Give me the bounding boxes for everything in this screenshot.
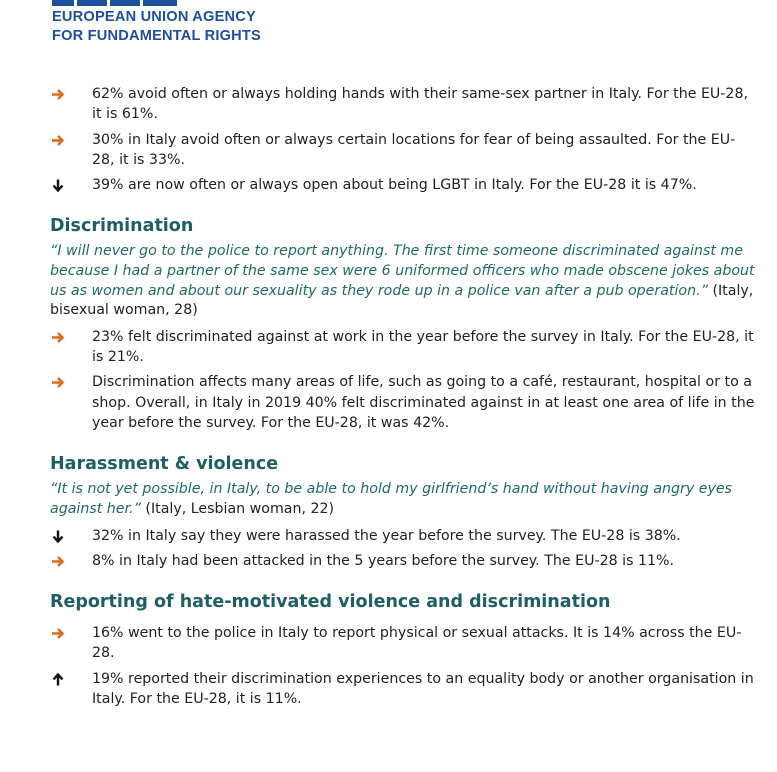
list-item: [50, 623, 755, 664]
quote-attribution: (Italy, Lesbian woman, 22): [140, 500, 335, 517]
bullet-text: Discrimination affects many areas of life, such as going to a café, restaurant, hospital or to a shop. Overall, in Italy in 2019 40% felt discriminated against in at least one area of life in the year before the survey. For the EU-28, it was 42%.: [92, 374, 755, 432]
quote-text: “It is not yet possible, in Italy, to be able to hold my girlfriend’s hand without having angry eyes against her.”: [50, 481, 732, 517]
section-heading-reporting: Reporting of hate-motivated violence and discrimination: [50, 592, 611, 613]
bullet-text: 62% avoid often or always holding hands with their same-sex partner in Italy. For the EU-28, it is 61%.: [92, 86, 748, 123]
quote-text: “I will never go to the police to report anything. The first time someone discriminated against me because I had a partner of the same sex were 6 uniformed officers who made obscene jokes about us as women and about our sexuality as they rode up in a police van after a pub operation.”: [50, 243, 755, 299]
arrow-right-icon: [51, 134, 65, 147]
logo-mark: [52, 0, 312, 6]
list-item: [50, 327, 755, 368]
list-item: [50, 669, 755, 710]
bullet-text: 39% are now often or always open about being LGBT in Italy. For the EU-28 it is 47%.: [92, 177, 697, 194]
quote: [50, 480, 755, 519]
arrow-right-icon: [51, 555, 65, 568]
arrow-right-icon: [51, 331, 65, 344]
bullet-text: 16% went to the police in Italy to report physical or sexual attacks. It is 14% across the EU-28.: [92, 625, 742, 662]
fra-logo: [52, 0, 312, 46]
bullet-text: 32% in Italy say they were harassed the year before the survey. The EU-28 is 38%.: [92, 527, 681, 544]
bullet-text: 8% in Italy had been attacked in the 5 years before the survey. The EU-28 is 11%.: [92, 552, 675, 569]
list-item: [50, 84, 755, 125]
logo-line-1: EUROPEAN UNION AGENCY: [52, 9, 256, 25]
arrow-down-icon: [51, 530, 65, 543]
list-item: [50, 526, 755, 546]
quote-attribution: (Italy, bisexual woman, 28): [50, 282, 754, 319]
section-heading-discrimination: Discrimination: [50, 216, 194, 237]
bullet-text: 23% felt discriminated against at work in the year before the survey in Italy. For the EU-28, it is 21%.: [92, 328, 754, 366]
arrow-right-icon: [51, 627, 65, 640]
list-item: [50, 130, 755, 171]
bullet-text: 19% reported their discrimination experiences to an equality body or another organisation in Italy. For the EU-28, it is 11%.: [92, 670, 754, 708]
document-body: [50, 84, 755, 714]
logo-line-2: FOR FUNDAMENTAL RIGHTS: [52, 28, 261, 44]
arrow-right-icon: [51, 88, 65, 101]
list-item: [50, 551, 755, 571]
quote: [50, 242, 755, 320]
section-heading-harassment: Harassment & violence: [50, 454, 279, 475]
list-item: [50, 372, 755, 433]
arrow-up-icon: [51, 673, 65, 686]
list-item: [50, 175, 755, 195]
arrow-right-icon: [51, 376, 65, 389]
arrow-down-icon: [51, 179, 65, 192]
bullet-text: 30% in Italy avoid often or always certain locations for fear of being assaulted. For the EU-28, it is 33%.: [92, 131, 736, 168]
